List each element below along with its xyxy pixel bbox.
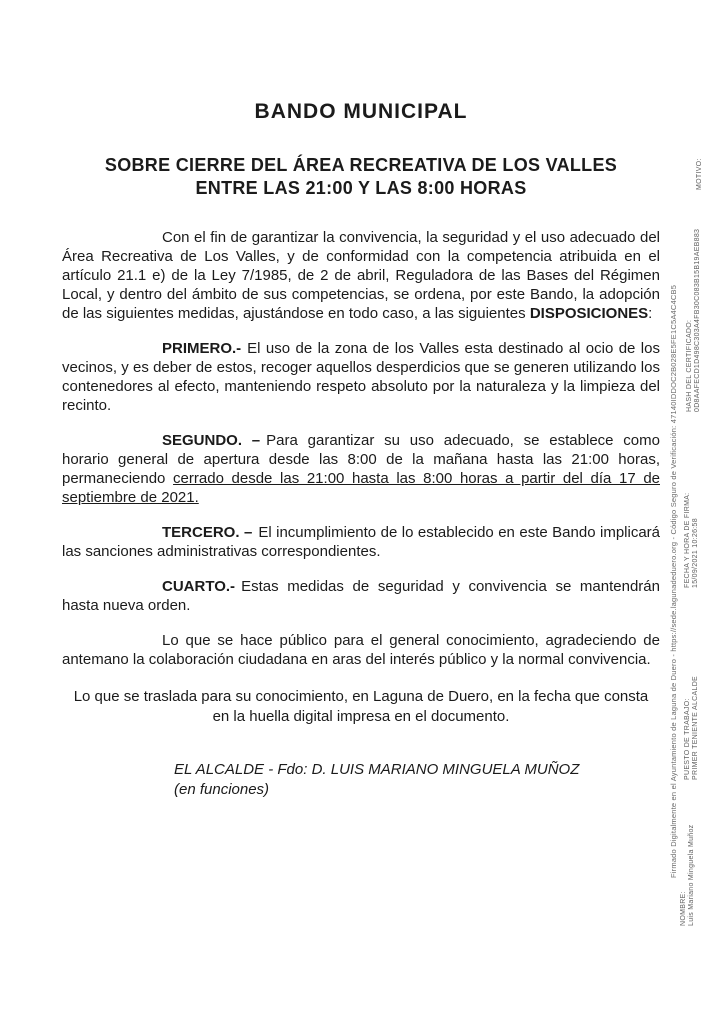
cuarto-heading: CUARTO.-: [162, 578, 236, 595]
sidebar-hash-block: [686, 229, 702, 412]
segundo-underlined-text: cerrado desde las 21:00 hasta las 8:00 horas a partir del día 17 de septiembre de 2021.: [62, 470, 660, 506]
sidebar-puesto-label: PUESTO DE TRABAJO:: [684, 698, 691, 780]
provision-primero: [62, 339, 660, 415]
sidebar-nombre-label: NOMBRE:: [680, 891, 687, 926]
sidebar-nombre-block: [680, 825, 696, 926]
provision-cuarto: [62, 577, 660, 615]
primero-heading: PRIMERO.-: [162, 340, 242, 357]
tercero-heading: TERCERO. –: [162, 524, 253, 541]
sidebar-nombre-value: Luis Mariano Minguela Muñoz: [688, 824, 695, 926]
intro-colon: :: [648, 305, 653, 322]
sidebar-hash-value: 0D8AAFECD1D498C303A4FB30C083B15B19AEB883: [694, 228, 701, 412]
document-body: [62, 100, 660, 800]
sidebar-puesto-block: [684, 676, 700, 780]
sidebar-fecha-value: 15/09/2021 10:26:58: [692, 518, 699, 588]
segundo-heading: SEGUNDO. –: [162, 432, 261, 449]
document-title: BANDO MUNICIPAL: [254, 100, 468, 123]
segundo-text: Para garantizar su uso adecuado, se establece como horario general de apertura desde las 8:00 de la mañana hasta las 21:00 horas, permaneciendo: [62, 432, 660, 487]
sidebar-puesto-value: PRIMER TENIENTE ALCALDE: [692, 675, 699, 780]
sidebar-motivo-label: MOTIVO:: [696, 158, 703, 190]
document-subtitle: SOBRE CIERRE DEL ÁREA RECREATIVA DE LOS VALLES ENTRE LAS 21:00 Y LAS 8:00 HORAS: [104, 155, 618, 198]
sidebar-hash-label: HASH DEL CERTIFICADO:: [686, 319, 693, 412]
provision-segundo: [62, 431, 660, 507]
provision-tercero: [62, 523, 660, 561]
primero-text: El uso de la zona de los Valles esta destinado al ocio de los vecinos, y es deber de estos, recoger aquellos desperdicios que se generen utilizando los contenedores al efecto, manteniendo respeto absoluto por la naturaleza y la limpieza del recinto.: [62, 340, 660, 414]
closing-public-paragraph: Lo que se hace público para el general conocimiento, agradeciendo de antemano la colaboración ciudadana en aras del interés público y la normal convivencia.: [62, 632, 660, 668]
intro-text: Con el fin de garantizar la convivencia, la seguridad y el uso adecuado del Área Recreativa de Los Valles, y de conformidad con la competencia atribuida en el artículo 21.1 e) de la Ley 7/1985, de 2 de abril, Reguladora de las Bases del Régimen Local, y dentro del ámbito de sus competencias, se ordena, por este Bando, la adopción de las siguientes medidas, ajustándose en todo caso, a las siguientes: [62, 229, 660, 322]
signature-line1: EL ALCALDE - Fdo: D. LUIS MARIANO MINGUELA MUÑOZ: [174, 761, 580, 778]
signature-line2: (en funciones): [174, 781, 270, 798]
signature-block: [174, 760, 660, 800]
sidebar-firmado-digitalmente-line: Firmado Digitalmente en el Ayuntamiento de Laguna de Duero - https://sede.lagunadeduero.org - Código Seguro de Verificación: 47140IDDOC2B028E5FE1C5A4C4CB5: [669, 284, 678, 878]
intro-bold-word: DISPOSICIONES: [529, 305, 649, 322]
closing-traslado-paragraph: Lo que se traslada para su conocimiento, en Laguna de Duero, en la fecha que consta en la huella digital impresa en el documento.: [73, 688, 649, 725]
intro-paragraph: [62, 228, 660, 323]
cuarto-text: Estas medidas de seguridad y convivencia se mantendrán hasta nueva orden.: [62, 578, 660, 614]
tercero-text: El incumplimiento de lo establecido en este Bando implicará las sanciones administrativas correspondientes.: [62, 524, 661, 560]
sidebar-fecha-label: FECHA Y HORA DE FIRMA:: [684, 492, 691, 588]
sidebar-fecha-block: [684, 493, 700, 588]
